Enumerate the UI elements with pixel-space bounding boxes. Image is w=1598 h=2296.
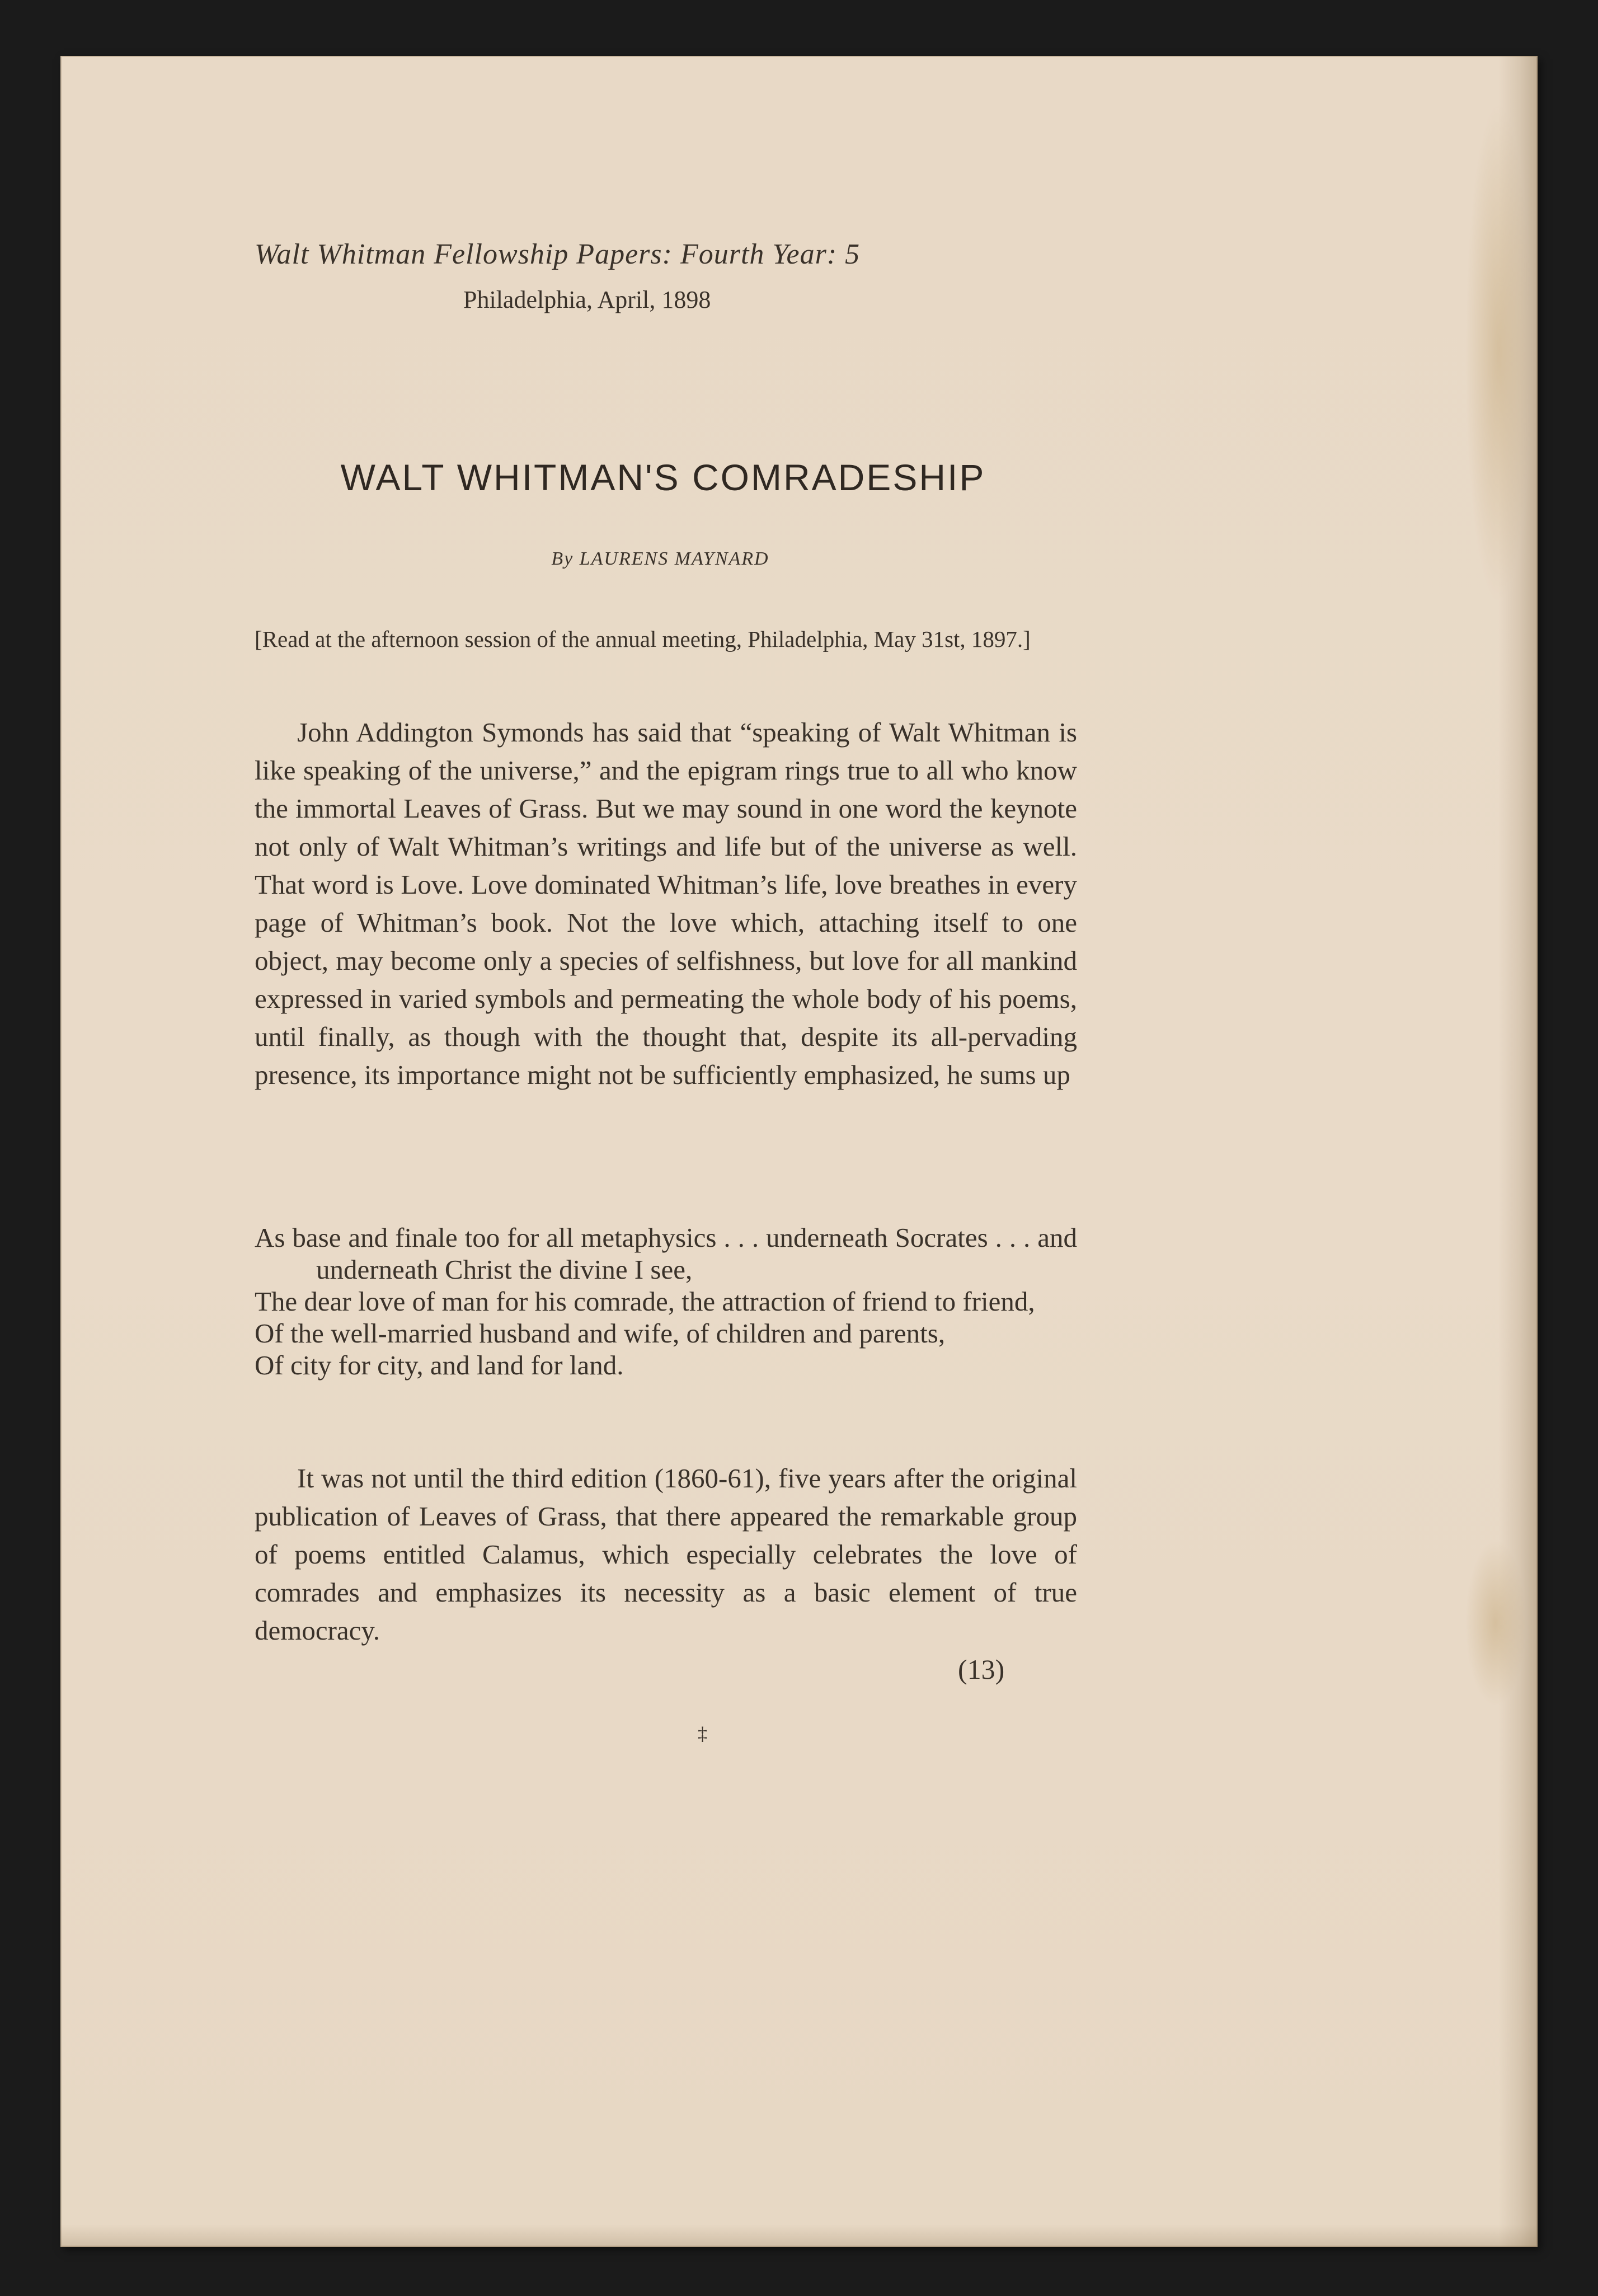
stain-top-right — [1465, 101, 1532, 604]
printer-mark: ‡ — [698, 1724, 707, 1744]
byline: By LAURENS MAYNARD — [551, 548, 769, 569]
verse-line: Of the well-married husband and wife, of children and parents, — [255, 1318, 946, 1349]
verse-quotation — [255, 1222, 1077, 1381]
paragraph-1: John Addington Symonds has said that “speaking of Walt Whitman is like speaking of the universe,” and the epigram rings true to all who know the immortal Leaves of Grass. But we may sound in one word the keynote not only of Walt Whitman’s writings and life but of the universe as well. That word is Love. Love dominated Whitman’s life, love breathes in every page of Whitman’s book. Not the love which, attaching itself to one object, may become only a species of selfishness, but love for all mankind expressed in varied symbols and permeating the whole body of his poems, until finally, as though with the thought that, despite its all-pervading presence, its importance might not be sufficiently emphasized, he sums up — [255, 717, 1077, 1090]
paragraph-2: It was not until the third edition (1860-61), five years after the original publication of Leaves of Grass, that there appeared the remarkable group of poems entitled Calamus, which especially celebrates the love of comrades and emphasizes its necessity as a basic element of true democracy. — [255, 1463, 1077, 1646]
reading-note: [Read at the afternoon session of the annual meeting, Philadelphia, May 31st, 1897.] — [255, 626, 1031, 652]
series-header: Walt Whitman Fellowship Papers: Fourth Year: 5 — [255, 238, 861, 270]
paragraph-1-container — [255, 713, 1077, 1094]
paragraph-2-container — [255, 1459, 1077, 1650]
article-title: WALT WHITMAN'S COMRADESHIP — [340, 457, 986, 498]
stain-right-middle — [1465, 1539, 1526, 1707]
page-bottom-shading — [60, 2224, 1538, 2247]
page-number: (13) — [958, 1654, 1005, 1685]
verse-line: As base and finale too for all metaphysics . . . underneath Socrates . . . and underneath Christ the divine I see, — [255, 1222, 1077, 1285]
document-page — [60, 56, 1538, 2247]
dateline: Philadelphia, April, 1898 — [463, 286, 711, 313]
verse-line: The dear love of man for his comrade, the attraction of friend to friend, — [255, 1286, 1035, 1317]
verse-line: Of city for city, and land for land. — [255, 1350, 624, 1381]
